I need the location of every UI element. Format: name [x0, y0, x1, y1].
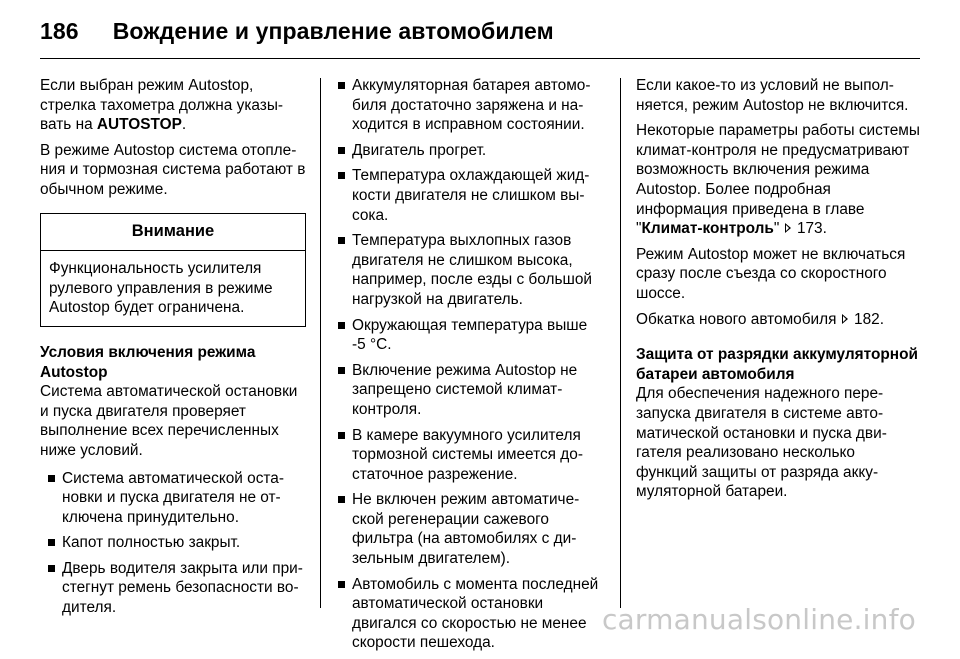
list-item-text: Система автоматической остановки и пуска двигателя не отключена принудительно.: [62, 469, 284, 526]
list-item: [334, 231, 604, 309]
bullet-icon: [48, 539, 55, 546]
text-run: Некоторые параметры работы системы климат-контроля не предусматривают возможность включения режима Autostop. Более подробная информация приведена в главе ": [636, 122, 920, 238]
text-run: .: [181, 116, 187, 134]
list-item-text: В камере вакуумного усилителя тормозной системы имеется достаточное разрежение.: [352, 426, 583, 483]
bullet-icon: [48, 475, 55, 482]
text-run: Если выбран режим Autostop, стрелка тахометра должна указывать на: [40, 77, 284, 134]
bullet-icon: [338, 432, 345, 439]
list-item-text: Температура выхлопных газов двигателя не слишком высока, например, после езды с большой нагрузкой на двигатель.: [352, 232, 592, 308]
list-item: [334, 141, 604, 161]
column-divider-2: [620, 78, 621, 608]
section-heading-conditions: Условия включения режима Autostop: [40, 343, 256, 381]
column-1: [40, 76, 306, 624]
warning-text: Функциональность усилителя рулевого управления в режиме Autostop будет ограничена.: [49, 260, 273, 317]
warning-title: Внимание: [41, 214, 305, 252]
bullet-icon: [338, 367, 345, 374]
conditions-intro: Система автоматической остановки и пуска двигателя проверяет выполнение всех перечисленных ниже условий.: [40, 383, 298, 459]
page-reference[interactable]: 182.: [854, 310, 884, 328]
bullet-icon: [338, 147, 345, 154]
list-item: [334, 575, 604, 653]
warning-box: [40, 213, 306, 327]
chapter-title: Вождение и управление автомобилем: [112, 18, 554, 44]
list-item-text: Температура охлаждающей жидкости двигателя не слишком высока.: [352, 167, 590, 224]
list-item-text: Дверь водителя закрыта или пристегнут ремень безопасности водителя.: [62, 559, 303, 617]
climate-control-paragraph: [636, 121, 920, 239]
bullet-icon: [338, 237, 345, 244]
bullet-icon: [338, 496, 345, 503]
list-item-text: Автомобиль с момента последней автоматической остановки двигался со скоростью не менее скорости пешехода.: [352, 575, 599, 652]
list-item-text: Аккумуляторная батарея автомобиля достаточно заряжена и находится в исправном состоянии.: [352, 77, 591, 134]
bullet-icon: [338, 82, 345, 89]
list-item: [40, 559, 306, 618]
list-item-text: Капот полностью закрыт.: [62, 534, 241, 552]
list-item: [334, 316, 604, 355]
text-run: Обкатка нового автомобиля: [636, 310, 841, 328]
list-item: [40, 469, 306, 528]
list-item: [334, 166, 604, 225]
page-header: [40, 18, 920, 54]
column-2: [334, 76, 604, 659]
highway-exit-paragraph: Режим Autostop может не включаться сразу после съезда со скоростного шоссе.: [636, 245, 906, 302]
section-heading-battery-protection: Защита от разрядки аккумуляторной батареи автомобиля: [636, 346, 918, 383]
bullet-icon: [338, 322, 345, 329]
list-item: [334, 426, 604, 485]
conditions-list-part-2: [334, 76, 604, 653]
conditions-not-met-paragraph: Если какое-то из условий не выполняется, режим Autostop не включится.: [636, 77, 909, 114]
list-item: [334, 76, 604, 135]
header-divider: [40, 58, 920, 59]
autostop-tachometer-paragraph: [40, 76, 306, 135]
list-item-text: Включение режима Autostop не запрещено системой климат-контроля.: [352, 361, 578, 418]
list-item-text: Не включен режим автоматической регенерации сажевого фильтра (на автомобилях с дизельным двигателем).: [352, 491, 580, 568]
climate-control-reference: Климат-контроль: [641, 220, 774, 238]
bullet-icon: [338, 581, 345, 588]
column-divider-1: [320, 78, 321, 608]
page-reference-arrow-icon: [842, 314, 848, 324]
list-item: [40, 533, 306, 553]
watermark: carmanualsonline.info: [601, 603, 916, 636]
page-reference-arrow-icon: [785, 223, 791, 233]
battery-protection-paragraph: Для обеспечения надежного перезапуска двигателя в системе автоматической остановки и пуска двигателя реализовано несколько функций защиты от разряда аккумуляторной батареи.: [636, 385, 887, 501]
column-3: [636, 76, 920, 508]
list-item: [334, 361, 604, 420]
page-number: 186: [40, 18, 79, 44]
list-item-text: Двигатель прогрет.: [352, 141, 487, 159]
bullet-icon: [48, 565, 55, 572]
autostop-label: AUTOSTOP: [96, 116, 182, 134]
text-run: ": [773, 220, 784, 238]
list-item-text: Окружающая температура выше -5 °C.: [352, 316, 588, 354]
break-in-paragraph: [636, 310, 920, 330]
conditions-list-part-1: [40, 469, 306, 618]
bullet-icon: [338, 172, 345, 179]
list-item: [334, 490, 604, 568]
autostop-systems-paragraph: В режиме Autostop система отопления и тормозная система работают в обычном режиме.: [40, 141, 306, 198]
page-reference[interactable]: 173.: [796, 220, 827, 238]
